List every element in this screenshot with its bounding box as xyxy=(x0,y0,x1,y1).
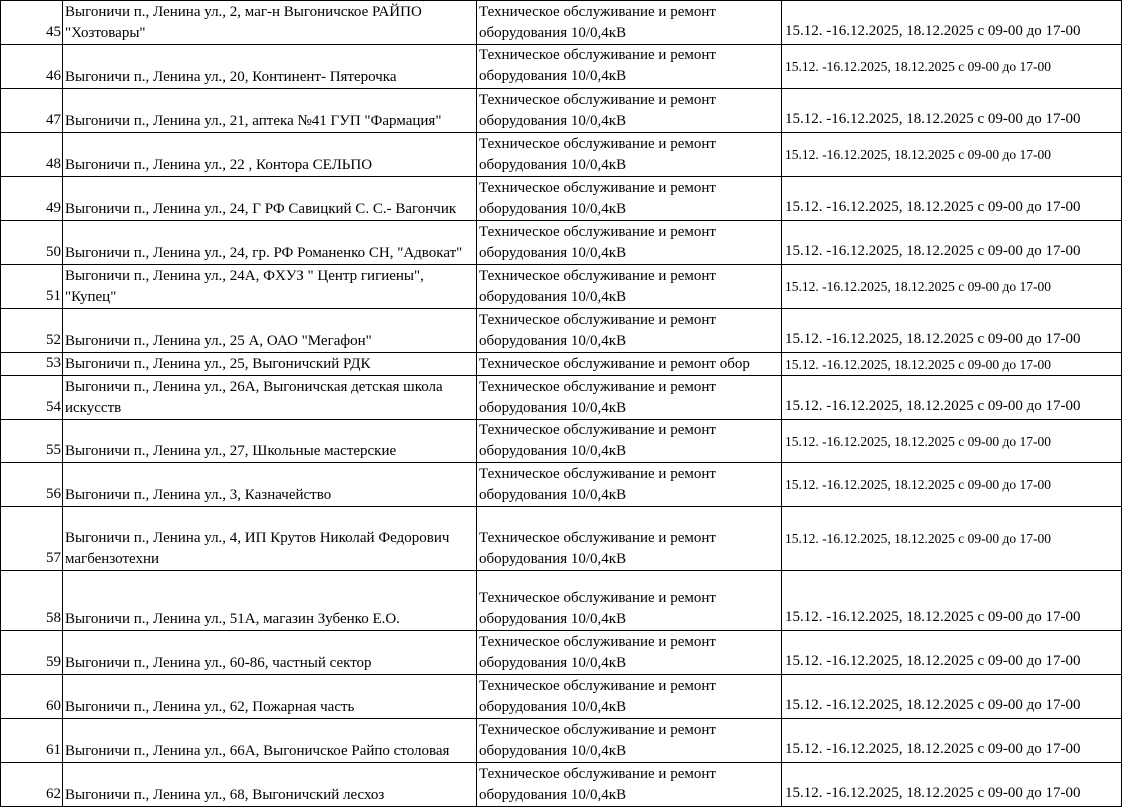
address-cell: Выгоничи п., Ленина ул., 66А, Выгоничское Райпо столовая xyxy=(63,719,477,763)
address-cell: Выгоничи п., Ленина ул., 20, Континент- Пятерочка xyxy=(63,45,477,89)
address-cell: Выгоничи п., Ленина ул., 24А, ФХУЗ " Центр гигиены", "Купец" xyxy=(63,265,477,309)
table-row xyxy=(1,177,1122,221)
work-description-cell: Техническое обслуживание и ремонт оборудования 10/0,4кВ xyxy=(477,463,782,507)
table-row xyxy=(1,353,1122,376)
table-row xyxy=(1,719,1122,763)
work-description-cell: Техническое обслуживание и ремонт оборудования 10/0,4кВ xyxy=(477,265,782,309)
work-description-cell xyxy=(477,420,782,463)
work-description-cell: Техническое обслуживание и ремонт оборудования 10/0,4кВ xyxy=(477,507,782,571)
row-number-cell: 54 xyxy=(1,376,63,420)
schedule-dates-cell: 15.12. -16.12.2025, 18.12.2025 с 09-00 до 17-00 xyxy=(782,89,1122,133)
address-cell: Выгоничи п., Ленина ул., 62, Пожарная часть xyxy=(63,675,477,719)
table-row xyxy=(1,463,1122,507)
schedule-dates-cell: 15.12. -16.12.2025, 18.12.2025 с 09-00 до 17-00 xyxy=(782,45,1122,89)
address-cell: Выгоничи п., Ленина ул., 22 , Контора СЕЛЬПО xyxy=(63,133,477,177)
work-description-cell: Техническое обслуживание и ремонт оборудования 10/0,4кВ xyxy=(477,376,782,420)
row-number-cell: 62 xyxy=(1,763,63,807)
row-number-cell: 53 xyxy=(1,353,63,376)
schedule-dates-cell: 15.12. -16.12.2025, 18.12.2025 с 09-00 до 17-00 xyxy=(782,265,1122,309)
table-row xyxy=(1,309,1122,353)
address-cell: Выгоничи п., Ленина ул., 51А, магазин Зубенко Е.О. xyxy=(63,571,477,631)
address-cell: Выгоничи п., Ленина ул., 24, Г РФ Савицкий С. С.- Вагончик xyxy=(63,177,477,221)
schedule-dates-cell: 15.12. -16.12.2025, 18.12.2025 с 09-00 до 17-00 xyxy=(782,376,1122,420)
address-cell: Выгоничи п., Ленина ул., 4, ИП Крутов Николай Федорович магбензотехни xyxy=(63,507,477,571)
row-number-cell: 50 xyxy=(1,221,63,265)
schedule-dates-cell: 15.12. -16.12.2025, 18.12.2025 с 09-00 до 17-00 xyxy=(782,221,1122,265)
table-row xyxy=(1,763,1122,807)
address-cell: Выгоничи п., Ленина ул., 27, Школьные мастерские xyxy=(63,420,477,463)
work-description-cell: Техническое обслуживание и ремонт оборудования 10/0,4кВ xyxy=(477,177,782,221)
row-number-cell: 56 xyxy=(1,463,63,507)
row-number-cell: 49 xyxy=(1,177,63,221)
address-cell: Выгоничи п., Ленина ул., 26А, Выгоничская детская школа искусств xyxy=(63,376,477,420)
table-row xyxy=(1,1,1122,45)
row-number-cell: 52 xyxy=(1,309,63,353)
work-description-cell: Техническое обслуживание и ремонт оборудования 10/0,4кВ xyxy=(477,1,782,45)
schedule-dates-cell: 15.12. -16.12.2025, 18.12.2025 с 09-00 до 17-00 xyxy=(782,309,1122,353)
row-number-cell: 45 xyxy=(1,1,63,45)
schedule-dates-cell: 15.12. -16.12.2025, 18.12.2025 с 09-00 до 17-00 xyxy=(782,675,1122,719)
row-number-cell: 57 xyxy=(1,507,63,571)
schedule-dates-cell: 15.12. -16.12.2025, 18.12.2025 с 09-00 до 17-00 xyxy=(782,463,1122,507)
work-description-cell: Техническое обслуживание и ремонт оборудования 10/0,4кВ xyxy=(477,133,782,177)
table-row xyxy=(1,221,1122,265)
row-number-cell: 60 xyxy=(1,675,63,719)
work-description-cell: Техническое обслуживание и ремонт оборудования 10/0,4кВ xyxy=(477,763,782,807)
schedule-dates-cell: 15.12. -16.12.2025, 18.12.2025 с 09-00 до 17-00 xyxy=(782,763,1122,807)
work-description-cell: Техническое обслуживание и ремонт оборудования 10/0,4кВ xyxy=(477,89,782,133)
work-description-cell: Техническое обслуживание и ремонт оборудования 10/0,4кВ xyxy=(477,719,782,763)
schedule-dates-cell: 15.12. -16.12.2025, 18.12.2025 с 09-00 до 17-00 xyxy=(782,353,1122,376)
row-number-cell: 46 xyxy=(1,45,63,89)
table-row xyxy=(1,265,1122,309)
address-cell: Выгоничи п., Ленина ул., 25, Выгоничский РДК xyxy=(63,353,477,376)
address-cell: Выгоничи п., Ленина ул., 3, Казначейство xyxy=(63,463,477,507)
work-description-cell: Техническое обслуживание и ремонт обор xyxy=(477,353,782,376)
address-cell: Выгоничи п., Ленина ул., 21, аптека №41 ГУП "Фармация" xyxy=(63,89,477,133)
work-description-cell: Техническое обслуживание и ремонт оборудования 10/0,4кВ xyxy=(477,571,782,631)
table-row xyxy=(1,45,1122,89)
work-description-text: Техническое обслуживание и ремонт оборудования 10/0,4кВ xyxy=(479,422,716,459)
schedule-dates-cell: 15.12. -16.12.2025, 18.12.2025 с 09-00 до 17-00 xyxy=(782,133,1122,177)
schedule-dates-cell: 15.12. -16.12.2025, 18.12.2025 с 09-00 до 17-00 xyxy=(782,420,1122,463)
work-description-cell: Техническое обслуживание и ремонт оборудования 10/0,4кВ xyxy=(477,631,782,675)
table-row xyxy=(1,420,1122,463)
table-row xyxy=(1,133,1122,177)
work-description-cell: Техническое обслуживание и ремонт оборудования 10/0,4кВ xyxy=(477,221,782,265)
row-number-cell: 48 xyxy=(1,133,63,177)
schedule-dates-cell: 15.12. -16.12.2025, 18.12.2025 с 09-00 до 17-00 xyxy=(782,631,1122,675)
address-cell: Выгоничи п., Ленина ул., 68, Выгоничский лесхоз xyxy=(63,763,477,807)
row-number-cell: 61 xyxy=(1,719,63,763)
row-number-cell: 55 xyxy=(1,420,63,463)
work-description-text: Техническое обслуживание и ремонт оборудования 10/0,4кВ xyxy=(479,47,716,84)
work-description-cell: Техническое обслуживание и ремонт оборудования 10/0,4кВ xyxy=(477,675,782,719)
address-cell: Выгоничи п., Ленина ул., 24, гр. РФ Романенко СН, "Адвокат" xyxy=(63,221,477,265)
table-row xyxy=(1,571,1122,631)
address-cell: Выгоничи п., Ленина ул., 25 А, ОАО "Мегафон" xyxy=(63,309,477,353)
address-cell: Выгоничи п., Ленина ул., 2, маг-н Выгоничское РАЙПО "Хозтовары" xyxy=(63,1,477,45)
schedule-dates-cell: 15.12. -16.12.2025, 18.12.2025 с 09-00 до 17-00 xyxy=(782,177,1122,221)
row-number-cell: 51 xyxy=(1,265,63,309)
table-row xyxy=(1,675,1122,719)
table-row xyxy=(1,376,1122,420)
work-description-cell xyxy=(477,45,782,89)
row-number-cell: 59 xyxy=(1,631,63,675)
table-body xyxy=(1,1,1122,807)
schedule-dates-cell: 15.12. -16.12.2025, 18.12.2025 с 09-00 до 17-00 xyxy=(782,507,1122,571)
table-row xyxy=(1,631,1122,675)
schedule-dates-cell: 15.12. -16.12.2025, 18.12.2025 с 09-00 до 17-00 xyxy=(782,1,1122,45)
address-cell: Выгоничи п., Ленина ул., 60-86, частный сектор xyxy=(63,631,477,675)
work-description-cell: Техническое обслуживание и ремонт оборудования 10/0,4кВ xyxy=(477,309,782,353)
row-number-cell: 47 xyxy=(1,89,63,133)
row-number-cell: 58 xyxy=(1,571,63,631)
schedule-dates-cell: 15.12. -16.12.2025, 18.12.2025 с 09-00 до 17-00 xyxy=(782,571,1122,631)
table-row xyxy=(1,89,1122,133)
table-row xyxy=(1,507,1122,571)
schedule-dates-cell: 15.12. -16.12.2025, 18.12.2025 с 09-00 до 17-00 xyxy=(782,719,1122,763)
